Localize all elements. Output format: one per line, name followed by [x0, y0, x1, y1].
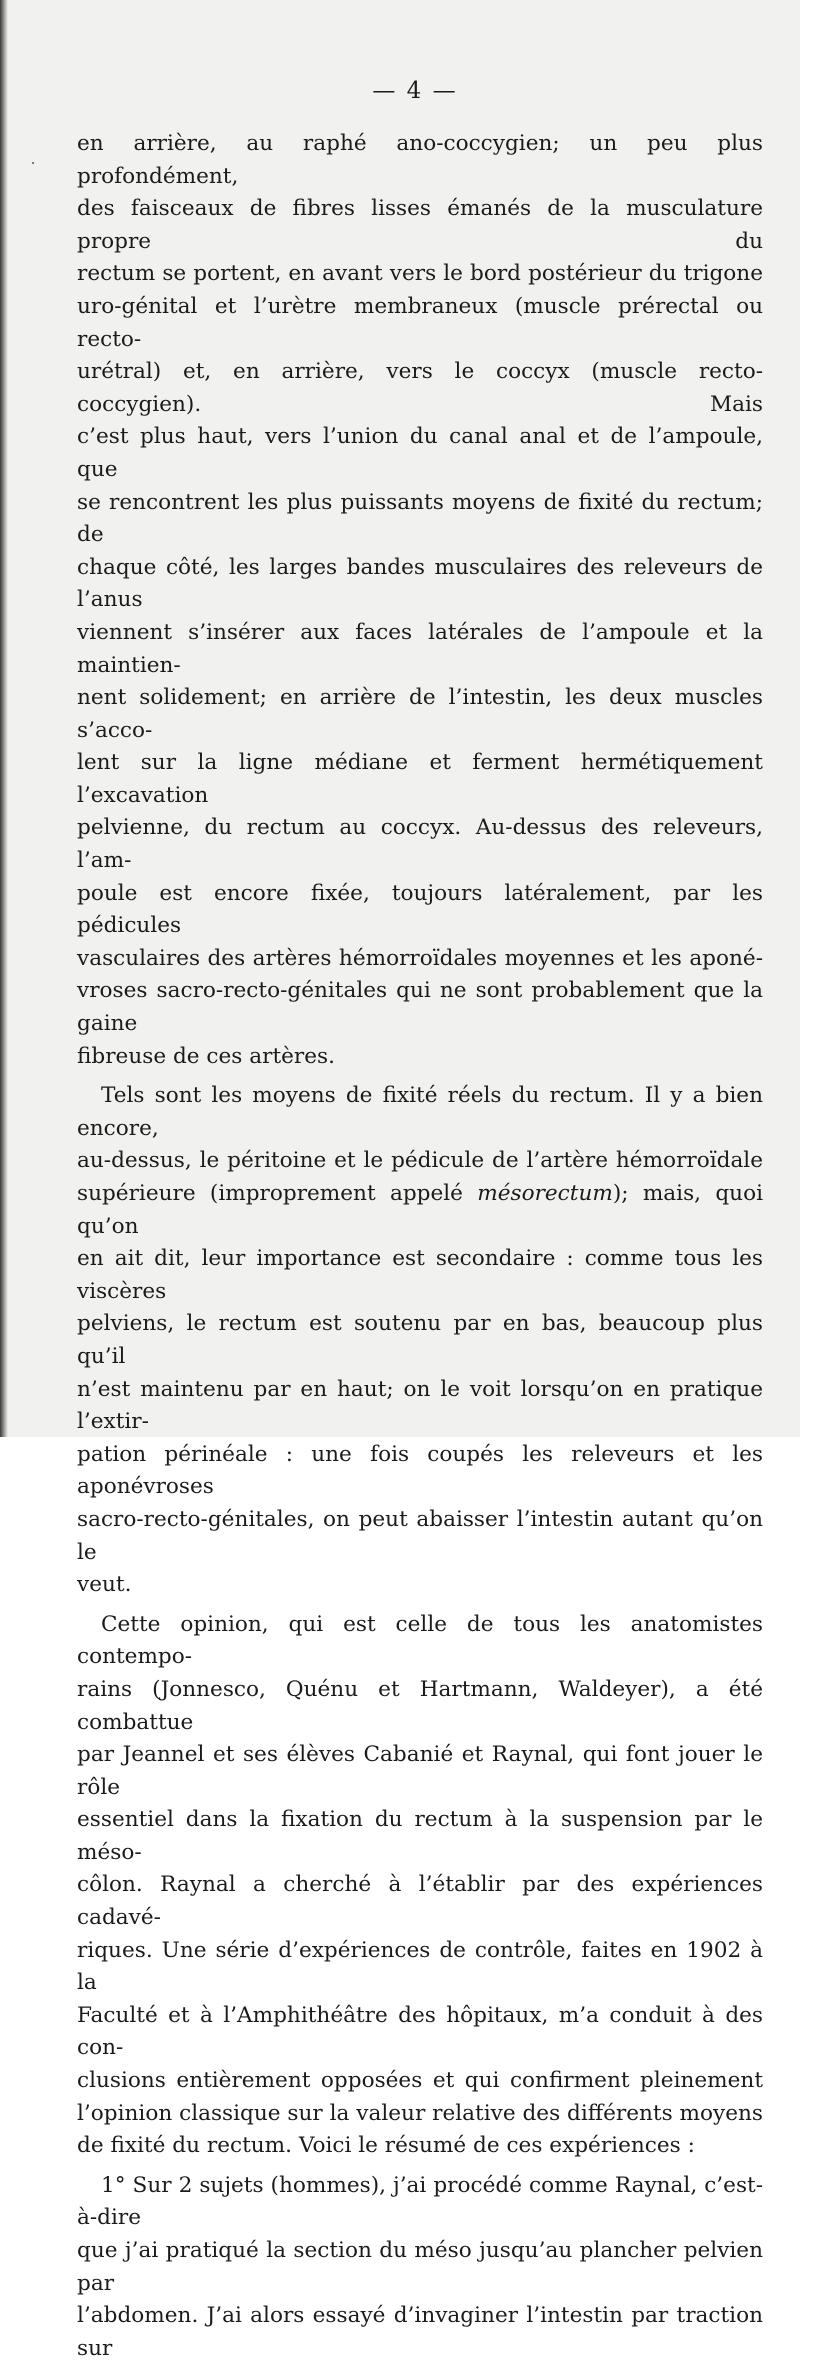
italic-term: mésorectum	[477, 1181, 613, 1206]
text-line: Tels sont les moyens de fixité réels du rectum. Il y a bien encore,	[77, 1083, 763, 1141]
text-line: sacro-recto-génitales, on peut abaisser l’intestin autant qu’on le	[77, 1506, 763, 1565]
text-line: l’abdomen. J’ai alors essayé d’invaginer l’intestin par traction sur	[77, 2303, 763, 2361]
text-run: ); mais, quoi qu’on	[77, 1181, 763, 1239]
text-line-with-italic	[77, 1178, 763, 1243]
text-line: par Jeannel et ses élèves Cabanié et Raynal, qui font jouer le rôle	[77, 1742, 763, 1800]
body-text	[77, 128, 763, 2365]
text-line: de fixité du rectum. Voici le résumé de ces expériences :	[77, 2133, 695, 2159]
text-line: des faisceaux de fibres lisses émanés de la musculature propre du	[77, 196, 763, 254]
text-line: 1° Sur 2 sujets (hommes), j’ai procédé comme Raynal, c’est-à-dire	[77, 2172, 763, 2231]
text-line: clusions entièrement opposées et qui confirment pleinement	[77, 2068, 763, 2094]
text-line: Cette opinion, qui est celle de tous les anatomistes contempo-	[77, 1611, 763, 1670]
page-binding-edge	[0, 0, 8, 1437]
text-line: que j’ai pratiqué la section du méso jusqu’au plancher pelvien par	[77, 2238, 763, 2296]
text-line: Faculté et à l’Amphithéâtre des hôpitaux, m’a conduit à des con-	[77, 2002, 763, 2061]
text-line: pelviens, le rectum est soutenu par en bas, beaucoup plus qu’il	[77, 1311, 763, 1369]
text-line: veut.	[77, 1572, 132, 1598]
text-run: supérieure (improprement appelé	[77, 1181, 478, 1206]
text-line: l’opinion classique sur la valeur relative des différents moyens	[77, 2100, 763, 2126]
text-line: riques. Une série d’expériences de contrôle, faites en 1902 à la	[77, 1937, 763, 1996]
text-line: essentiel dans la fixation du rectum à la suspension par le méso-	[77, 1807, 763, 1865]
text-line: pation périnéale : une fois coupés les releveurs et les aponévroses	[77, 1441, 763, 1500]
text-line: chaque côté, les larges bandes musculaires des releveurs de l’anus	[77, 554, 763, 613]
text-line: vroses sacro-recto-génitales qui ne sont probablement que la gaine	[77, 978, 763, 1037]
page-number: — 4 —	[372, 78, 458, 104]
text-line: au-dessus, le péritoine et le pédicule de l’artère hémorroïdale	[77, 1148, 763, 1174]
text-line: fibreuse de ces artères.	[77, 1043, 335, 1069]
text-line: côlon. Raynal a cherché à l’établir par des expériences cadavé-	[77, 1872, 763, 1931]
text-line: poule est encore fixée, toujours latéralement, par les pédicules	[77, 880, 763, 939]
text-line: nent solidement; en arrière de l’intestin, les deux muscles s’acco-	[77, 685, 763, 743]
text-line: n’est maintenu par en haut; on le voit lorsqu’on en pratique l’extir-	[77, 1376, 763, 1435]
text-line: c’est plus haut, vers l’union du canal anal et de l’ampoule, que	[77, 424, 763, 482]
text-line: se rencontrent les plus puissants moyens de fixité du rectum; de	[77, 489, 763, 548]
text-line: lent sur la ligne médiane et ferment hermétiquement l’excavation	[77, 750, 763, 808]
text-line: en ait dit, leur importance est secondaire : comme tous les viscères	[77, 1246, 763, 1304]
text-line: vasculaires des artères hémorroïdales moyennes et les aponé-	[77, 945, 763, 971]
text-line: uro-génital et l’urètre membraneux (muscle prérectal ou recto-	[77, 293, 763, 352]
text-line: urétral) et, en arrière, vers le coccyx (muscle recto-coccygien). Mais	[77, 359, 763, 417]
paper-speck	[32, 162, 34, 164]
text-line: en arrière, au raphé ano-coccygien; un peu plus profondément,	[77, 131, 763, 189]
text-line: rectum se portent, en avant vers le bord postérieur du trigone	[77, 261, 763, 287]
text-line: viennent s’insérer aux faces latérales de l’ampoule et la maintien-	[77, 619, 763, 678]
text-line: pelvienne, du rectum au coccyx. Au-dessus des releveurs, l’am-	[77, 815, 763, 874]
text-line: rains (Jonnesco, Quénu et Hartmann, Waldeyer), a été combattue	[77, 1676, 763, 1735]
